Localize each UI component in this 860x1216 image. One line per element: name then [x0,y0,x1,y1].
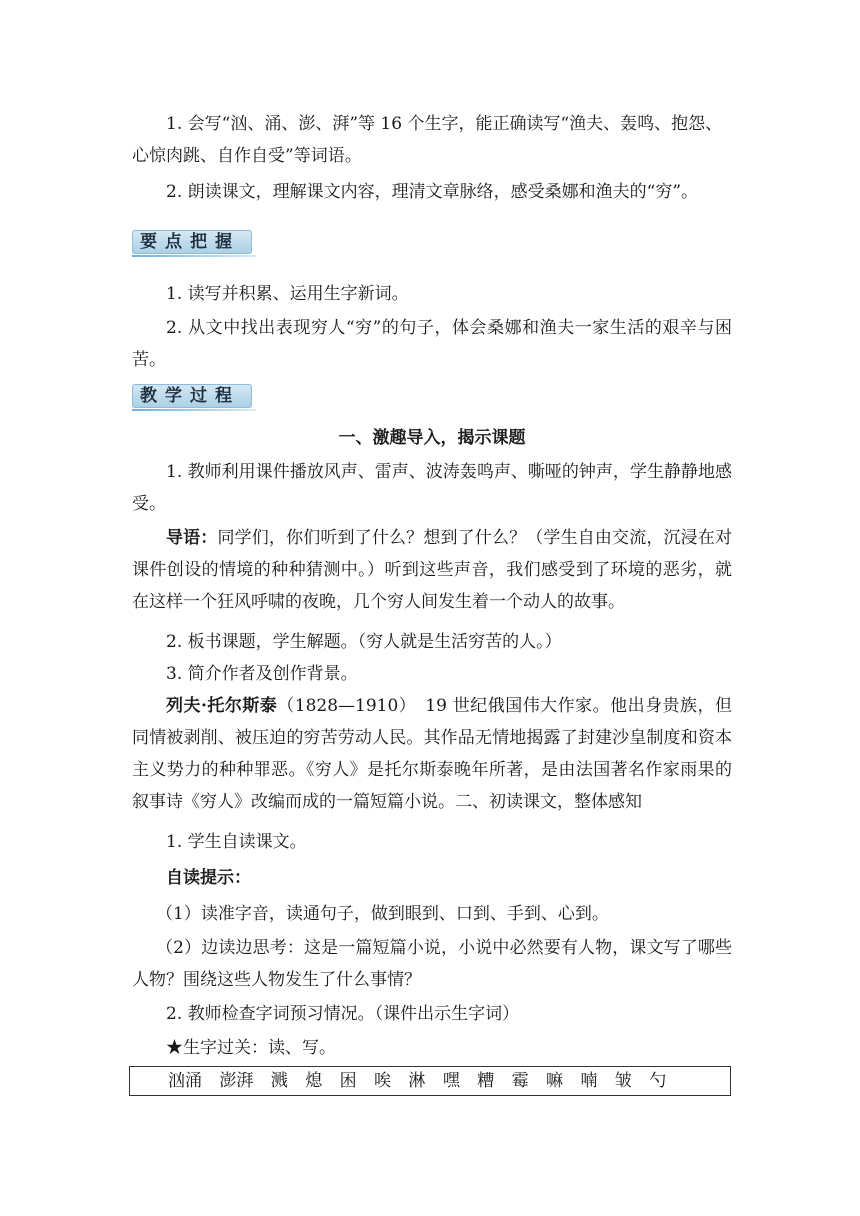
author-text: （1828—1910） 19 世纪俄国伟大作家。他出身贵族，但同情被剥削、被压迫的穷苦劳动人民。其作品无情地揭露了封建沙皇制度和资本主义势力的种种罪恶。《穷人》是托尔斯泰晚年所著，是由法国著名作家雨果的叙事诗《穷人》改编而成的一篇短篇小说。二、初读课文，整体感知 [132,696,733,812]
hint-2: （2）边读边思考：这是一篇短篇小说，小说中必然要有人物，课文写了哪些人物？围绕这些人物发生了什么事情？ [132,938,732,990]
check-step: 2. 教师检查字词预习情况。（课件出示生字词） [166,1004,520,1024]
intro-paragraph [132,522,732,618]
author-name: 列夫·托尔斯泰 [166,696,278,716]
objective-1-line-1: 1. 会写“汹、涌、澎、湃”等 16 个生字，能正确读写“渔夫、轰鸣、抱怨、 [166,114,723,134]
key-points-header-text: 要点把握 [140,232,240,252]
hint-1: （1）读准字音，读通句子，做到眼到、口到、手到、心到。 [156,904,609,924]
header-underline [132,409,256,411]
character-table [129,1066,731,1096]
step-1: 1. 教师利用课件播放风声、雷声、波涛轰鸣声、嘶哑的钟声，学生静静地感受。 [132,462,732,514]
character-list: 汹涌 澎湃 溅 熄 困 唉 淋 嘿 糟 霉 嘛 喃 皱 勺 [168,1071,667,1091]
teaching-process-header-text: 教学过程 [140,386,240,406]
step-2: 2. 板书课题，学生解题。（穷人就是生活穷苦的人。） [166,632,562,652]
key-points-header [132,228,256,258]
intro-label: 导语： [166,528,218,548]
author-paragraph [132,690,732,818]
key-point-2: 2. 从文中找出表现穷人“穷”的句子，体会桑娜和渔夫一家生活的艰辛与困苦。 [132,318,732,370]
hint-label: 自读提示： [166,868,251,888]
objective-1-line-2: 心惊肉跳、自作自受”等词语。 [132,146,362,166]
section-1-title: 一、激趣导入，揭示课题 [338,428,526,448]
step-3: 3. 简介作者及创作背景。 [166,664,358,684]
intro-text: 同学们，你们听到了什么？想到了什么？（学生自由交流，沉浸在对课件创设的情境的种种猜测中。）听到这些声音，我们感受到了环境的恶劣，就在这样一个狂风呼啸的夜晚，几个穷人间发生着一个动人的故事。 [132,528,732,612]
teaching-process-header [132,382,256,412]
header-underline [132,255,256,257]
objective-2: 2. 朗读课文，理解课文内容，理清文章脉络，感受桑娜和渔夫的“穷”。 [166,182,699,202]
star-label: ★生字过关：读、写。 [166,1038,336,1058]
read-step-1: 1. 学生自读课文。 [166,832,307,852]
key-point-1: 1. 读写并积累、运用生字新词。 [166,284,409,304]
